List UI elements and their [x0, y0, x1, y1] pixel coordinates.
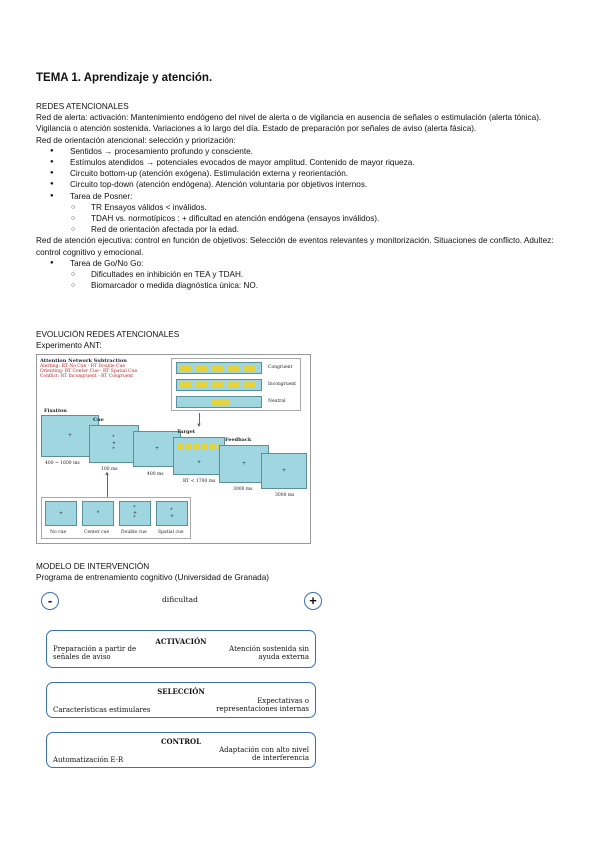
figure-header: Attention Network Subtraction	[40, 358, 127, 364]
red-ejecutiva-paragraph: Red de atención ejecutiva: control en función de objetivos: Selección de eventos relevantes y monitorización. Situaciones de conflicto. Adultez: control cognitivo y emocional.	[36, 236, 554, 257]
figure-line: Alerting: RT No Cue - RT Double Cue	[40, 364, 126, 369]
section-heading: EVOLUCIÓN REDES ATENCIONALES	[36, 330, 180, 339]
red-alerta-paragraph: Red de alerta: activación: Mantenimiento endógeno del nivel de alerta o de vigilancia en ausencia de señales o estimulación (alerta tónica). Vigilancia o atención sostenida. Variaciones a lo largo del día. Estado de preparación por señales de aviso (alerta fásica).	[36, 113, 542, 134]
box-title: SELECCIÓN	[157, 687, 205, 696]
section-heading: REDES ATENCIONALES	[36, 102, 129, 111]
neutral-stimulus	[176, 396, 262, 408]
cue-type-label: Spatial cue	[158, 530, 184, 535]
plus-icon: +	[304, 592, 322, 610]
timing-label: 400 ~ 1600 ms	[45, 461, 80, 466]
section-subheading: Experimento ANT:	[36, 341, 102, 350]
list-item: ● Tarea de Go/No Go:	[70, 258, 560, 269]
list-item: ● Estímulos atendidos → potenciales evocados de mayor amplitud. Contenido de mayor riqueza.	[70, 157, 560, 168]
incongruent-stimulus	[176, 379, 262, 391]
feedback-screen: +	[219, 445, 269, 483]
figure-line: Orienting: RT Center Cue - RT Spatial Cue	[40, 369, 138, 374]
box-right-text: Adaptación con alto nivel de interferencia	[219, 746, 309, 762]
fixation-screen: +	[41, 415, 99, 457]
redes-atencionales-section	[36, 101, 560, 291]
cue-type-label: Double cue	[121, 530, 147, 535]
legend-label: Incongruent	[268, 382, 297, 387]
double-cue-screen: * + *	[119, 501, 151, 526]
legend-label: Congruent	[268, 365, 293, 370]
target-screen: +	[173, 437, 225, 475]
spatial-cue-screen: * +	[156, 501, 188, 526]
cue-label: Cue	[93, 417, 104, 423]
dificultad-label: dificultad	[162, 595, 198, 604]
red-orientacion-paragraph: Red de orientación atencional: selección y priorización:	[36, 135, 236, 145]
box-left-text: Características estimulares	[53, 706, 151, 714]
page-title: TEMA 1. Aprendizaje y atención.	[36, 72, 213, 84]
section-heading: MODELO DE INTERVENCIÓN	[36, 562, 150, 571]
timing-label: 3000 ms	[233, 487, 253, 492]
sub-list-item: ○ Red de orientación afectada por la edad.	[91, 224, 560, 235]
legend-label: Neutral	[268, 399, 286, 404]
cue-type-label: No cue	[50, 530, 67, 535]
list-item: ● Tarea de Posner:	[70, 191, 560, 202]
list-item: ● Circuito top-down (atención endógena). Atención voluntaria por objetivos internos.	[70, 179, 560, 190]
box-title: ACTIVACIÓN	[155, 637, 207, 646]
ant-experiment-figure: Attention Network Subtraction Alerting: RT No Cue - RT Double Cue Orienting: RT Center Cue - RT Spatial Cue Conflict: RT Incongruent - RT Congruent Congruent Incongruent Neutral ▼ Fixation + 400 ~ 1600 ms Cue * + * 100 ms + 400 ms Target + RT < 1700 ms Feedback + 3000 ms + 3000 ms ▲ + * * + * * + No cue Center cue Double cue Spatial cue	[36, 354, 311, 544]
seleccion-box	[46, 682, 316, 718]
interval-screen: +	[133, 431, 181, 467]
congruent-stimulus	[176, 362, 262, 374]
sub-list-item: ○ Biomarcador o medida diagnóstica única: NO.	[91, 280, 560, 291]
sub-list-item: ○ TR Ensayos válidos < inválidos.	[91, 202, 560, 213]
sub-list-item: ○ TDAH vs. normotípicos : + dificultad en atención endógena (ensayos inválidos).	[91, 213, 560, 224]
timing-label: RT < 1700 ms	[183, 479, 216, 484]
timing-label: 400 ms	[147, 472, 164, 477]
timing-label: 3000 ms	[275, 493, 295, 498]
list-item: ● Circuito bottom-up (atención exógena). Estimulación externa y reorientación.	[70, 168, 560, 179]
cue-screen: * + *	[89, 425, 139, 463]
final-screen: +	[261, 453, 307, 489]
section-subheading: Programa de entrenamiento cognitivo (Universidad de Granada)	[36, 573, 270, 582]
minus-icon: -	[41, 592, 59, 610]
box-left-text: Preparación a partir de señales de aviso	[53, 645, 137, 661]
box-right-text: Expectativas o representaciones internas	[216, 697, 309, 713]
cue-type-label: Center cue	[84, 530, 110, 535]
activacion-box	[46, 630, 316, 668]
box-left-text: Automatización E-R	[53, 756, 124, 764]
timing-label: 100 ms	[101, 467, 118, 472]
center-cue-screen: *	[82, 501, 114, 526]
sub-list-item: ○ Dificultades en inhibición en TEA y TDAH.	[91, 269, 560, 280]
target-label: Target	[177, 429, 196, 435]
flanker-legend	[171, 358, 301, 411]
no-cue-screen: +	[45, 501, 77, 526]
fixation-label: Fixation	[44, 408, 67, 414]
figure-line: Conflict: RT Incongruent - RT Congruent	[40, 374, 134, 379]
box-right-text: Atención sostenida sin ayuda externa	[229, 645, 309, 661]
feedback-label: Feedback	[225, 437, 252, 443]
box-title: CONTROL	[160, 737, 202, 746]
cue-types-panel	[41, 497, 191, 539]
list-item: ● Sentidos → procesamiento profundo y consciente.	[70, 146, 560, 157]
control-box	[46, 732, 316, 768]
